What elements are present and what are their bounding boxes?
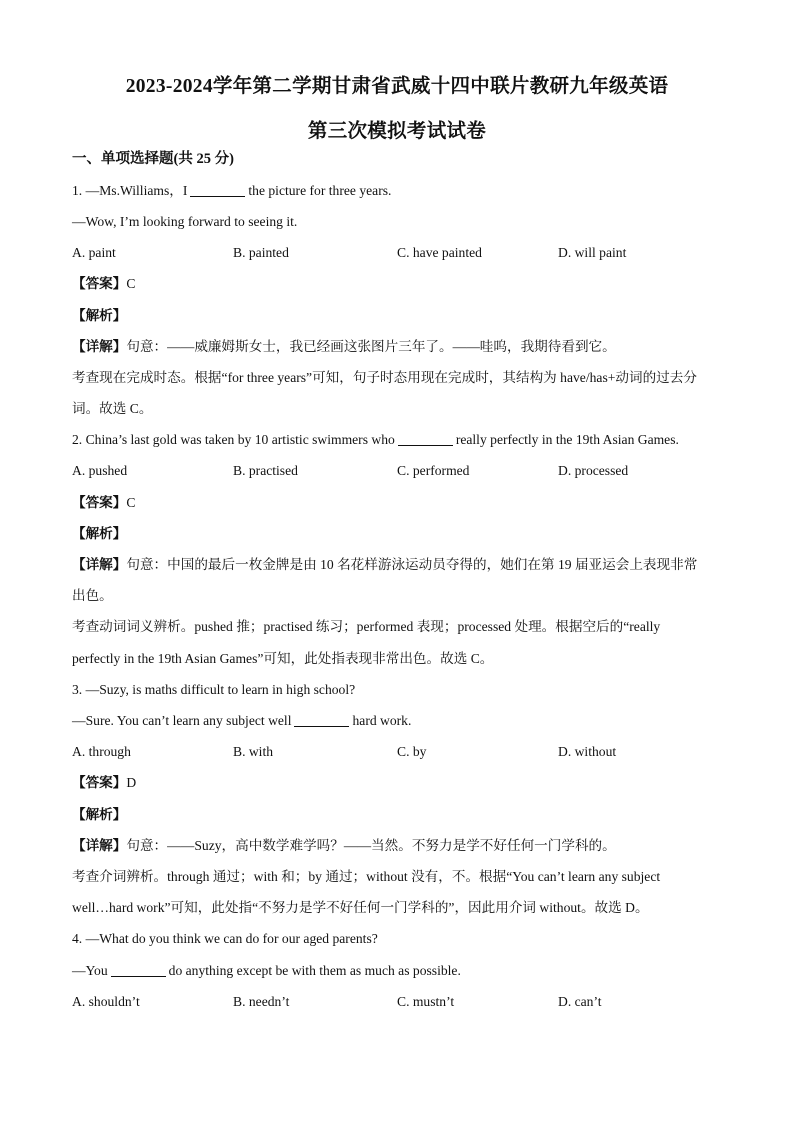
detail-text: 句意：中国的最后一枚金牌是由 10 名花样游泳运动员夺得的，她们在第 19 届亚运会上表现非常 bbox=[126, 557, 698, 572]
detail-tag: 【详解】 bbox=[72, 339, 127, 354]
question-2-detail-line-1 bbox=[72, 556, 697, 574]
question-3-dialog-reply bbox=[72, 712, 411, 730]
question-1-stem-post: the picture for three years. bbox=[248, 183, 392, 198]
question-2-option-b: B. practised bbox=[233, 463, 298, 478]
answer-value: D bbox=[126, 775, 137, 790]
question-2-stem-pre: 2. China’s last gold was taken by 10 artistic swimmers who bbox=[72, 432, 395, 447]
question-3-option-a: A. through bbox=[72, 744, 131, 759]
detail-tag: 【详解】 bbox=[72, 557, 127, 572]
question-4-dialog-reply bbox=[72, 962, 461, 980]
question-3-answer bbox=[72, 774, 136, 792]
question-3-detail-line-3: well…hard work”可知，此处指“不努力是学不好任何一门学科的”，因此用介词 without。故选 D。 bbox=[72, 900, 649, 915]
document-title-line-2: 第三次模拟考试试卷 bbox=[307, 121, 487, 142]
answer-blank bbox=[398, 432, 453, 446]
answer-tag: 【答案】 bbox=[72, 775, 127, 790]
question-2-stem bbox=[72, 431, 679, 449]
detail-tag: 【详解】 bbox=[72, 838, 127, 853]
answer-value: C bbox=[126, 276, 136, 291]
question-4-stem: 4. —What do you think we can do for our aged parents? bbox=[72, 931, 378, 946]
question-1-dialog-reply: —Wow, I’m looking forward to seeing it. bbox=[72, 214, 298, 229]
question-2-analysis-tag bbox=[72, 525, 126, 543]
question-3-detail-line-1 bbox=[72, 837, 616, 855]
question-2-option-d: D. processed bbox=[558, 463, 629, 478]
question-1-detail-line-1 bbox=[72, 338, 616, 356]
question-4-option-a: A. shouldn’t bbox=[72, 994, 140, 1009]
answer-tag: 【答案】 bbox=[72, 276, 127, 291]
answer-value: C bbox=[126, 495, 136, 510]
question-2-detail-line-4: perfectly in the 19th Asian Games”可知，此处指表现非常出色。故选 C。 bbox=[72, 651, 494, 666]
question-4-option-d: D. can’t bbox=[558, 994, 602, 1009]
question-1-option-c: C. have painted bbox=[397, 245, 482, 260]
question-1-detail-line-2: 考查现在完成时态。根据“for three years”可知，句子时态用现在完成时，其结构为 have/has+动词的过去分 bbox=[72, 370, 697, 385]
question-1-detail-line-3: 词。故选 C。 bbox=[72, 401, 153, 416]
analysis-tag: 【解析】 bbox=[72, 526, 127, 541]
question-4-reply-pre: —You bbox=[72, 963, 108, 978]
question-2-stem-post: really perfectly in the 19th Asian Games. bbox=[455, 432, 679, 447]
question-3-analysis-tag bbox=[72, 806, 126, 824]
question-1-option-d: D. will paint bbox=[558, 245, 627, 260]
section-heading: 一、单项选择题(共 25 分) bbox=[72, 151, 234, 167]
question-1-analysis-tag bbox=[72, 307, 126, 325]
question-1-answer bbox=[72, 275, 135, 293]
analysis-tag: 【解析】 bbox=[72, 807, 127, 822]
detail-text: 句意：——威廉姆斯女士，我已经画这张图片三年了。——哇呜，我期待看到它。 bbox=[126, 339, 616, 354]
question-3-option-b: B. with bbox=[233, 744, 274, 759]
question-2-detail-line-3: 考查动词词义辨析。pushed 推；practised 练习；performed 表现；processed 处理。根据空后的“really bbox=[72, 619, 661, 634]
document-title-line-1: 2023-2024学年第二学期甘肃省武威十四中联片教研九年级英语 bbox=[125, 76, 669, 97]
question-2-option-a: A. pushed bbox=[72, 463, 128, 478]
question-3-detail-line-2: 考查介词辨析。through 通过；with 和；by 通过；without 没有，不。根据“You can’t learn any subject bbox=[72, 869, 661, 884]
question-2-option-c: C. performed bbox=[397, 463, 470, 478]
question-4-reply-post: do anything except be with them as much as possible. bbox=[168, 963, 461, 978]
question-2-answer bbox=[72, 494, 135, 512]
answer-blank bbox=[294, 713, 349, 727]
question-1-stem-pre: 1. —Ms.Williams，I bbox=[72, 183, 188, 198]
answer-blank bbox=[111, 963, 166, 977]
question-1-stem bbox=[72, 182, 391, 200]
answer-tag: 【答案】 bbox=[72, 495, 127, 510]
question-3-reply-post: hard work. bbox=[352, 713, 412, 728]
question-4-option-b: B. needn’t bbox=[233, 994, 290, 1009]
analysis-tag: 【解析】 bbox=[72, 308, 127, 323]
question-3-option-d: D. without bbox=[558, 744, 617, 759]
question-3-option-c: C. by bbox=[397, 744, 427, 759]
question-3-stem: 3. —Suzy, is maths difficult to learn in high school? bbox=[72, 682, 356, 697]
detail-text: 句意：——Suzy，高中数学难学吗？——当然。不努力是学不好任何一门学科的。 bbox=[126, 838, 616, 853]
question-3-reply-pre: —Sure. You can’t learn any subject well bbox=[72, 713, 292, 728]
question-2-detail-line-2: 出色。 bbox=[72, 588, 113, 603]
question-1-option-b: B. painted bbox=[233, 245, 289, 260]
question-4-option-c: C. mustn’t bbox=[397, 994, 455, 1009]
answer-blank bbox=[190, 183, 245, 197]
question-1-option-a: A. paint bbox=[72, 245, 116, 260]
